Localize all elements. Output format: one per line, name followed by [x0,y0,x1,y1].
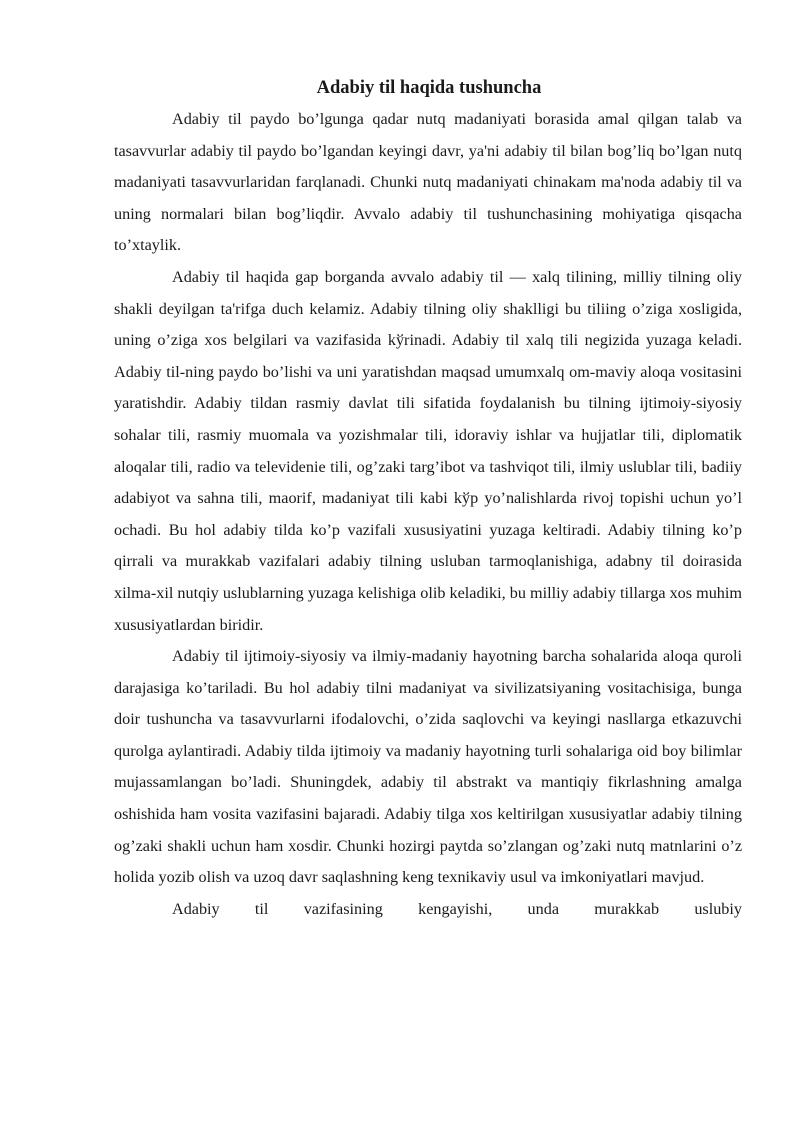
document-page [114,76,742,925]
paragraph-1: Adabiy til paydo bo’lgunga qadar nutq madaniyati borasida amal qilgan talab va tasavvurlar adabiy til paydo bo’lgandan keyingi davr, ya'ni adabiy til bilan bog’liq bo’lgan nutq madaniyati tasavvurlaridan farqlanadi. Chunki nutq madaniyati chinakam ma'noda adabiy til va uning normalari bilan bog’liqdir. Avvalo adabiy til tushunchasining mohiyatiga qisqacha to’xtaylik. [114,110,742,255]
paragraph-2: Adabiy til haqida gap borganda avvalo adabiy til — xalq tilining, milliy tilning oliy shakli deyilgan ta'rifga duch kelamiz. Adabiy tilning oliy shaklligi bu tiliing o’ziga xosligida, uning o’ziga xos belgilari va vazifasida kўrinadi. Adabiy til xalq tili negizida yuzaga keladi. Adabiy til-ning paydo bo’lishi va uni yaratishdan maqsad umumxalq om-maviy aloqa vositasini yaratishdir. Adabiy tildan rasmiy davlat tili sifatida foydalanish bu tilning ijtimoiy-siyosiy sohalar tili, rasmiy muomala va yozishmalar tili, idoraviy ishlar va hujjatlar tili, diplomatik aloqalar tili, radio va televidenie tili, og’zaki targ’ibot va tashviqot tili, ilmiy uslublar tili, badiiy adabiyot va sahna tili, maorif, madaniyat tili kabi kўp yo’nalishlarda rivoj topishi uchun yo’l ochadi. Bu hol adabiy tilda ko’p vazifali xususiyatini yuzaga keltiradi. Adabiy tilning ko’p qirrali va murakkab vazifalari adabiy tilning usluban tarmoqlanishiga, adabny til doirasida xilma-xil nutqiy uslublarning yuzaga kelishiga olib keladiki, bu milliy adabiy tillarga xos muhim xususiyatlardan biridir. [114,267,742,634]
document-title: Adabiy til haqida tushuncha [316,78,542,98]
paragraph-3: Adabiy til ijtimoiy-siyosiy va ilmiy-madaniy hayotning barcha sohalarida aloqa quroli darajasiga ko’tariladi. Bu hol adabiy tilni madaniyat va sivilizatsiyaning vositachisiga, bunga doir tushuncha va tasavvurlarni ifodalovchi, o’zida saqlovchi va keyingi nasllarga etkazuvchi qurolga aylantiradi. Adabiy tilda ijtimoiy va madaniy hayotning turli sohalariga oid boy bilimlar mujassamlangan bo’ladi. Shuningdek, adabiy til abstrakt va mantiqiy fikrlashning amalga oshishida ham vosita vazifasini bajaradi. Adabiy tilga xos keltirilgan xususiyatlar adabiy tilning og’zaki shakli uchun ham xosdir. Chunki hozirgi paytda so’zlangan og’zaki nutq matnlarini o’z holida yozib olish va uzoq davr saqlashning keng texnikaviy usul va imkoniyatlari mavjud. [114,647,742,887]
paragraph-4: Adabiy til vazifasining kengayishi, unda murakkab uslubiy [172,899,742,918]
